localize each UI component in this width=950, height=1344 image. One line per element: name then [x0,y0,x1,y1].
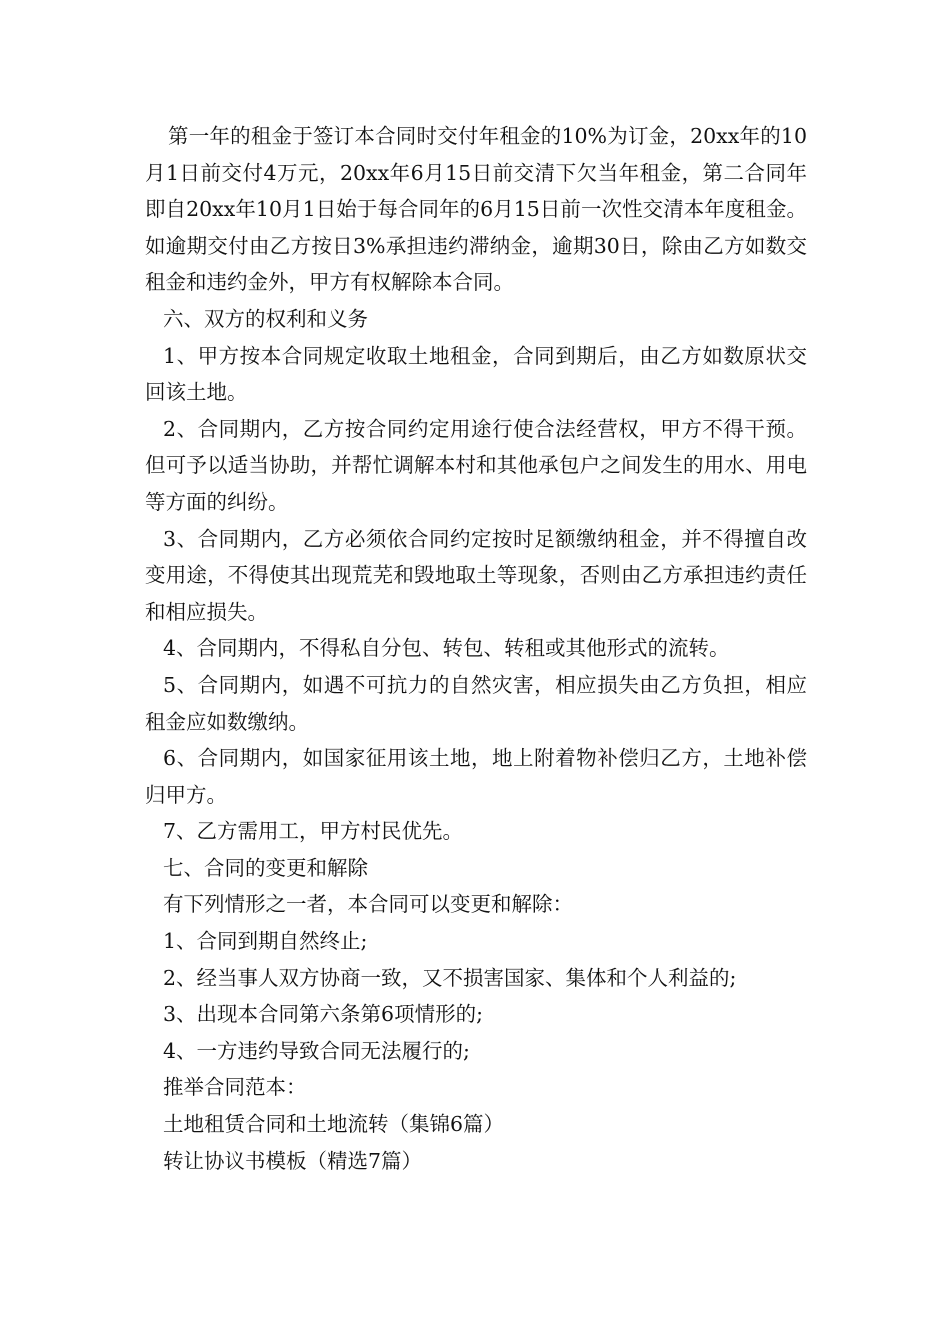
clause-6-4: 4、合同期内，不得私自分包、转包、转租或其他形式的流转。 [163,636,730,661]
recommended-templates-label: 推举合同范本： [163,1075,307,1100]
clause-7-2: 2、经当事人双方协商一致，又不损害国家、集体和个人利益的; [163,965,737,990]
clause-6-3: 3、合同期内，乙方必须依合同约定按时足额缴纳租金，并不得擅自改变用途，不得使其出现荒芜和毁地取土等现象，否则由乙方承担违约责任和相应损失。 [145,526,807,624]
clause-7-1: 1、合同到期自然终止; [163,929,368,954]
clause-6-6: 6、合同期内，如国家征用该土地，地上附着物补偿归乙方，土地补偿归甲方。 [145,746,807,807]
document-body [145,118,807,1179]
clause-6-2: 2、合同期内，乙方按合同约定用途行使合法经营权，甲方不得干预。但可予以适当协助，并帮忙调解本村和其他承包户之间发生的用水、用电等方面的纠纷。 [145,416,807,514]
clause-6-5: 5、合同期内，如遇不可抗力的自然灾害，相应损失由乙方负担，相应租金应如数缴纳。 [145,672,807,734]
clause-6-1: 1、甲方按本合同规定收取土地租金，合同到期后，由乙方如数原状交回该土地。 [145,343,807,405]
clause-6-7: 7、乙方需用工，甲方村民优先。 [163,819,464,844]
clause-7-4: 4、一方违约导致合同无法履行的; [163,1038,470,1063]
recommended-template-link-2[interactable]: 转让协议书模板（精选7篇） [163,1148,423,1173]
paragraph-rent-payment: 第一年的租金于签订本合同时交付年租金的10%为订金，20xx年的10月1日前交付4万元，20xx年6月15日前交清下欠当年租金，第二合同年即自20xx年10月1日始于每合同年的6月15日前一次性交清本年度租金。如逾期交付由乙方按日3%承担违约滞纳金，逾期30日，除由乙方如数交租金和违约金外，甲方有权解除本合同。 [145,124,807,295]
recommended-template-link-1[interactable]: 土地租赁合同和土地流转（集锦6篇） [163,1112,505,1137]
paragraph-conditions-intro: 有下列情形之一者，本合同可以变更和解除： [163,892,573,917]
section-heading-rights-obligations: 六、双方的权利和义务 [163,306,368,331]
clause-7-3: 3、出现本合同第六条第6项情形的; [163,1002,483,1027]
section-heading-change-termination: 七、合同的变更和解除 [163,855,368,880]
